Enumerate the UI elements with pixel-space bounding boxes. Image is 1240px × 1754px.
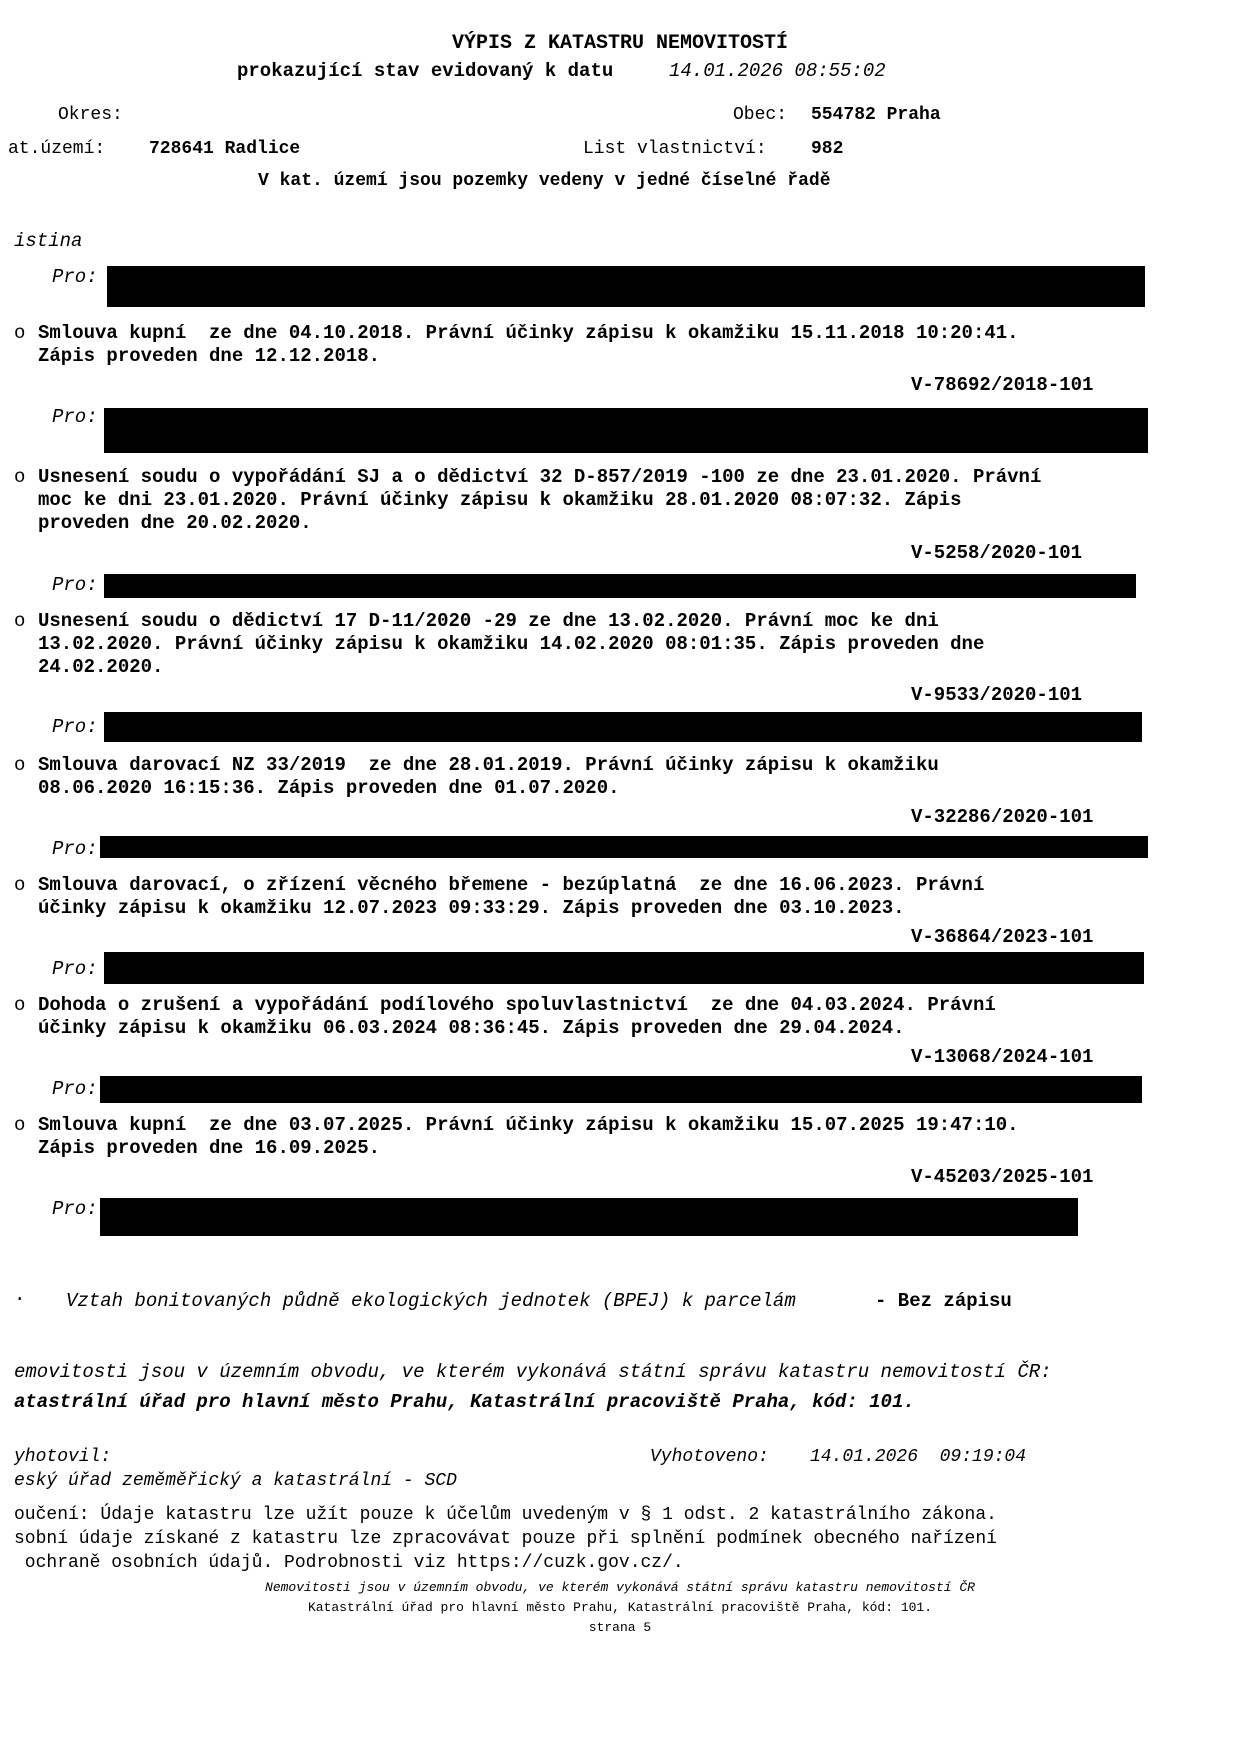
okres-label: Okres: xyxy=(58,105,123,125)
obec-label: Obec: xyxy=(733,105,788,125)
vyhotoveno-label: Vyhotoveno: xyxy=(650,1447,769,1467)
bullet-icon: o xyxy=(14,466,26,488)
bullet-icon: o xyxy=(14,754,26,776)
footer-small-1: Nemovitosti jsou v územním obvodu, ve kterém vykonává státní správu katastru nemovitostí ČR xyxy=(265,1580,975,1595)
redaction-block xyxy=(104,712,1142,742)
bullet-icon: o xyxy=(14,874,26,896)
entry-reference: V-45203/2025-101 xyxy=(911,1166,1094,1188)
subtitle-date: 14.01.2026 08:55:02 xyxy=(669,60,886,82)
obec-value: 554782 Praha xyxy=(811,105,941,125)
pro-label: Pro: xyxy=(52,406,98,428)
notice-line-3: ochraně osobních údajů. Podrobnosti viz https://cuzk.gov.cz/. xyxy=(14,1553,684,1573)
list-vlastnictvi-label: List vlastnictví: xyxy=(583,139,767,159)
list-vlastnictvi-value: 982 xyxy=(811,139,844,159)
pro-label: Pro: xyxy=(52,958,98,980)
document-title: VÝPIS Z KATASTRU NEMOVITOSTÍ xyxy=(451,32,789,55)
pro-label: Pro: xyxy=(52,574,98,596)
entry-reference: V-32286/2020-101 xyxy=(911,806,1094,828)
pro-label: Pro: xyxy=(52,838,98,860)
bpej-text: Vztah bonitovaných půdně ekologických jednotek (BPEJ) k parcelám xyxy=(66,1290,796,1312)
redaction-block xyxy=(104,408,1148,453)
notice-line-1: oučení: Údaje katastru lze užít pouze k účelům uvedeným v § 1 odst. 2 katastrálního zákona. xyxy=(14,1505,997,1525)
footer-small-2: Katastrální úřad pro hlavní město Prahu, Katastrální pracoviště Praha, kód: 101. xyxy=(307,1600,933,1615)
bullet-icon: o xyxy=(14,1114,26,1136)
cadastral-note: V kat. území jsou pozemky vedeny v jedné číselné řadě xyxy=(258,171,831,191)
redaction-block xyxy=(104,952,1144,984)
bullet-icon: o xyxy=(14,610,26,632)
office-line-1: emovitosti jsou v územním obvodu, ve kterém vykonává státní správu katastru nemovitostí ČR: xyxy=(14,1361,1052,1383)
vyhotovil-label: yhotovil: xyxy=(14,1447,112,1467)
redaction-block xyxy=(104,574,1136,598)
bullet-icon: o xyxy=(14,994,26,1016)
pro-label: Pro: xyxy=(52,1078,98,1100)
kat-uzemi-label: at.území: xyxy=(8,139,106,159)
entry-reference: V-5258/2020-101 xyxy=(911,542,1083,564)
notice-line-2: sobní údaje získané z katastru lze zpracovávat pouze při splnění podmínek obecného nařízení xyxy=(14,1529,997,1549)
subtitle-label: prokazující stav evidovaný k datu xyxy=(237,60,614,82)
section-label: istina xyxy=(14,230,83,252)
redaction-block xyxy=(100,836,1148,858)
entry-reference: V-36864/2023-101 xyxy=(911,926,1094,948)
vyhotovil-value: eský úřad zeměměřický a katastrální - SCD xyxy=(14,1471,457,1491)
redaction-block xyxy=(100,1076,1142,1103)
pro-label: Pro: xyxy=(52,1198,98,1220)
bpej-marker: · xyxy=(14,1288,26,1310)
bullet-icon: o xyxy=(14,322,26,344)
entry-reference: V-9533/2020-101 xyxy=(911,684,1083,706)
entry-reference: V-78692/2018-101 xyxy=(911,374,1094,396)
redaction-block xyxy=(100,1198,1078,1236)
entry-reference: V-13068/2024-101 xyxy=(911,1046,1094,1068)
pro-label: Pro: xyxy=(52,716,98,738)
pro-label: Pro: xyxy=(52,266,98,288)
bpej-value: - Bez zápisu xyxy=(875,1290,1012,1312)
redaction-block xyxy=(107,266,1145,307)
office-line-2: atastrální úřad pro hlavní město Prahu, Katastrální pracoviště Praha, kód: 101. xyxy=(14,1391,915,1413)
kat-uzemi-value: 728641 Radlice xyxy=(149,139,301,159)
page-number: strana 5 xyxy=(588,1620,652,1635)
vyhotoveno-value: 14.01.2026 09:19:04 xyxy=(810,1447,1027,1467)
